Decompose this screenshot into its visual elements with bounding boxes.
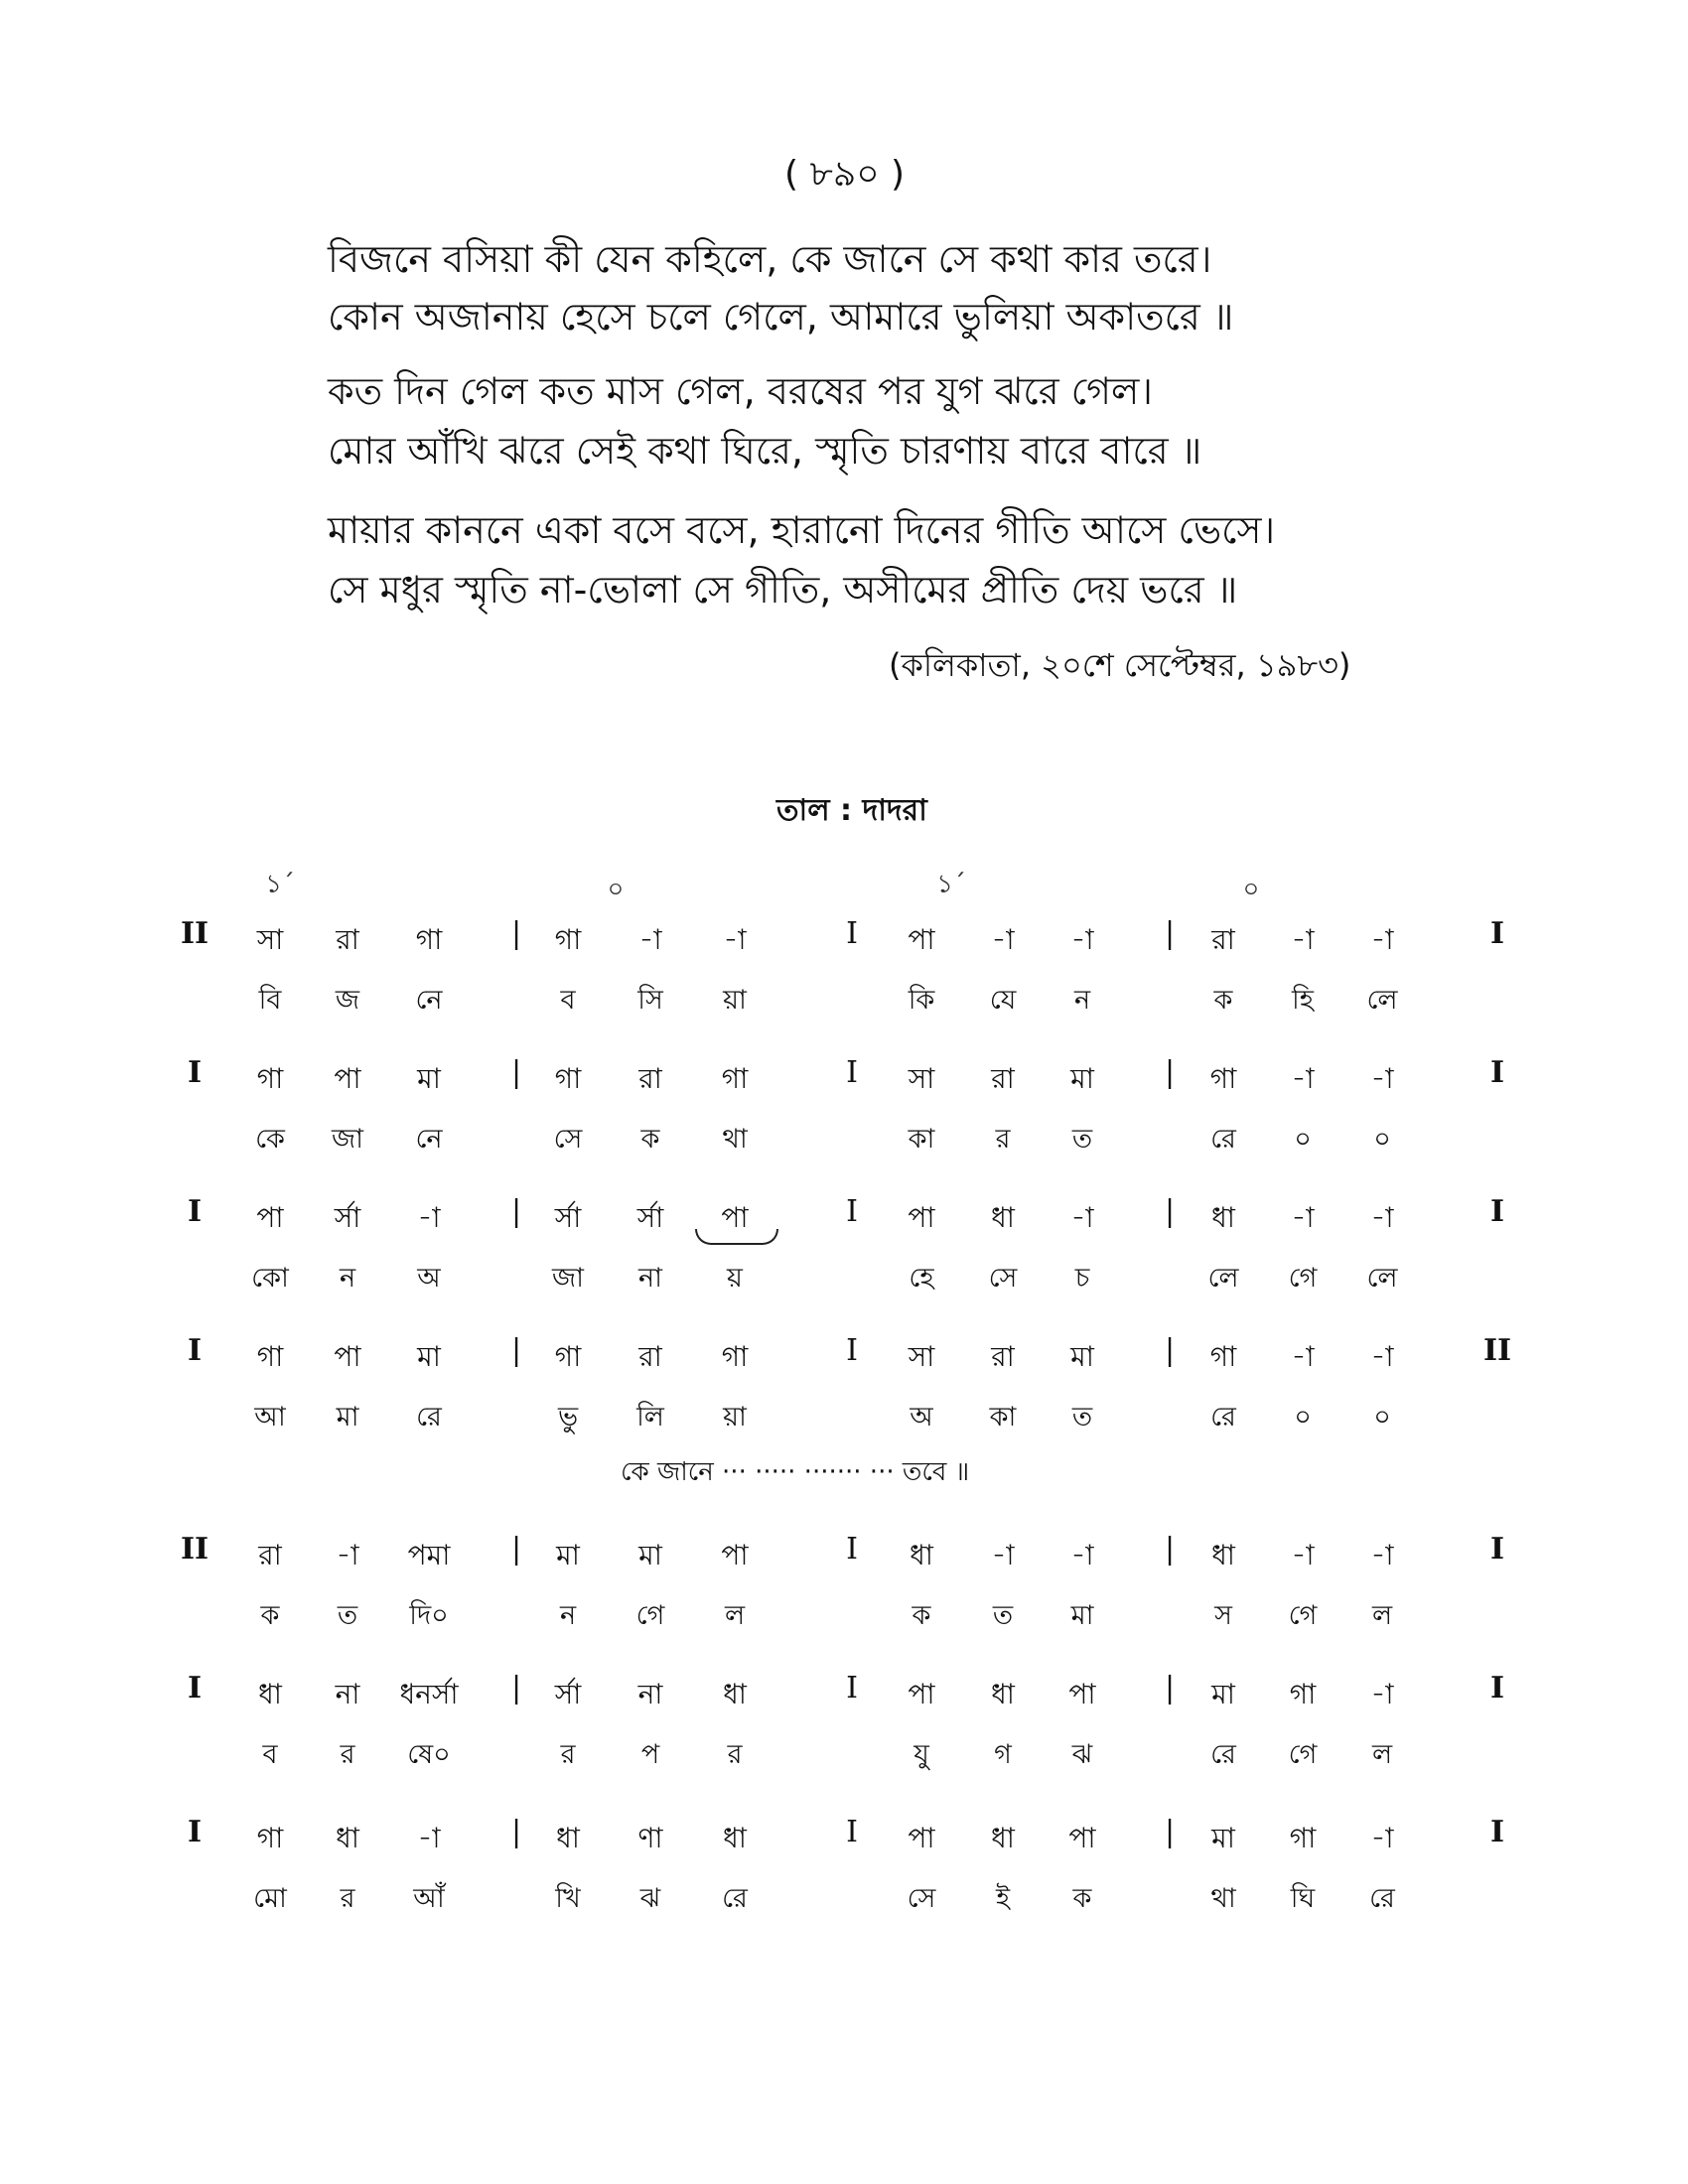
lyric-cell: ত — [1071, 1124, 1093, 1155]
swara-cell: পা — [334, 1062, 361, 1095]
lyric-cell: ল — [1371, 1600, 1393, 1631]
swara-cell: -া — [1370, 1678, 1394, 1710]
lyric-cell: যু — [914, 1739, 929, 1770]
lyric-cell: র — [727, 1739, 743, 1770]
lyric-cell: ভু — [557, 1402, 579, 1433]
swara-cell: গা — [256, 1340, 284, 1373]
row-start-bar: I — [187, 1815, 203, 1849]
swara-cell: ধা — [1211, 1539, 1235, 1571]
swara-cell: রা — [991, 1340, 1015, 1373]
lyric-cell: ০ — [1373, 1402, 1391, 1433]
lyric-cell: রে — [1369, 1883, 1395, 1914]
beat-separator: I — [846, 1815, 858, 1849]
swara-cell: গা — [415, 923, 443, 956]
verse-line-5: মায়ার কাননে একা বসে বসে, হারানো দিনের গীতি আসে ভেসে। — [328, 508, 1276, 552]
swara-cell: গা — [256, 1822, 284, 1854]
beat-separator: | — [510, 1671, 522, 1706]
swara-cell: মা — [1070, 1062, 1094, 1095]
lyric-cell: চ — [1074, 1263, 1090, 1294]
row-end-bar: I — [1489, 1671, 1505, 1706]
swara-cell: মা — [417, 1062, 441, 1095]
swara-cell: -া — [1291, 1539, 1315, 1571]
swara-cell: র্সা — [334, 1201, 361, 1234]
refrain-note: কে জানে ··· ····· ······· ··· তবে ॥ — [621, 1457, 970, 1487]
swara-cell: পা — [721, 1539, 749, 1571]
lyric-cell: রে — [416, 1402, 442, 1433]
swara-cell: ধা — [258, 1678, 282, 1710]
swara-cell: গা — [554, 1062, 582, 1095]
row-end-bar: I — [1489, 916, 1505, 951]
swara-cell: সা — [908, 1340, 935, 1373]
lyric-cell: জা — [552, 1263, 584, 1294]
lyric-cell: ঘি — [1290, 1883, 1316, 1914]
lyric-cell: র — [340, 1739, 355, 1770]
lyric-cell: ঝ — [1071, 1739, 1093, 1770]
lyric-cell: জ — [335, 985, 360, 1016]
swara-cell: -া — [1370, 1822, 1394, 1854]
lyric-cell: গে — [1288, 1739, 1318, 1770]
swara-cell: গা — [256, 1062, 284, 1095]
lyric-cell: ষে০ — [407, 1739, 451, 1770]
taal-heading: তাল : দাদরা — [776, 793, 927, 828]
swara-cell: -া — [1070, 1539, 1094, 1571]
lyric-cell: সি — [637, 985, 663, 1016]
row-end-bar: I — [1489, 1815, 1505, 1849]
lyric-cell: ন — [339, 1263, 356, 1294]
beat-separator: | — [1164, 1333, 1176, 1368]
lyric-cell: গ — [994, 1739, 1012, 1770]
lyric-cell: ক — [1072, 1883, 1092, 1914]
beat-separator: I — [846, 916, 858, 951]
lyric-cell: রে — [1210, 1402, 1236, 1433]
swara-cell: -া — [336, 1539, 359, 1571]
lyric-cell: সে — [553, 1124, 583, 1155]
row-start-bar: II — [180, 916, 210, 951]
lyric-cell: গে — [635, 1600, 665, 1631]
lyric-cell: ক — [640, 1124, 660, 1155]
verse-line-2: কোন অজানায় হেসে চলে গেলে, আমারে ভুলিয়া অকাতরে ॥ — [328, 295, 1234, 339]
swara-cell: রা — [638, 1062, 662, 1095]
swara-cell: পা — [721, 1201, 749, 1234]
lyric-cell: ন — [1073, 985, 1091, 1016]
lyric-cell: ল — [724, 1600, 746, 1631]
beat-separator: | — [1164, 1055, 1176, 1090]
beat-separator: | — [1164, 1532, 1176, 1567]
swara-cell: রা — [991, 1062, 1015, 1095]
swara-cell: ধা — [991, 1822, 1015, 1854]
swara-cell: মা — [556, 1539, 580, 1571]
lyric-cell: অ — [910, 1402, 933, 1433]
swara-cell: ধা — [991, 1201, 1015, 1234]
lyric-cell: থা — [1210, 1883, 1236, 1914]
swara-cell: পা — [256, 1201, 284, 1234]
verse-line-1: বিজনে বসিয়া কী যেন কহিলে, কে জানে সে কথা কার তরে। — [328, 237, 1212, 281]
lyric-cell: ত — [337, 1600, 358, 1631]
swara-cell: -া — [991, 1539, 1015, 1571]
lyric-cell: ল — [1371, 1739, 1393, 1770]
lyric-cell: কো — [251, 1263, 289, 1294]
swara-cell: পা — [334, 1340, 361, 1373]
swara-cell: গা — [1209, 1340, 1237, 1373]
swara-cell: মা — [1070, 1340, 1094, 1373]
swara-cell: সা — [908, 1062, 935, 1095]
beat-separator: I — [846, 1055, 858, 1090]
row-end-bar: I — [1489, 1194, 1505, 1229]
lyric-cell: য়া — [723, 985, 747, 1016]
swara-cell: রা — [638, 1340, 662, 1373]
lyric-cell: না — [638, 1263, 662, 1294]
beat-separator: | — [1164, 916, 1176, 951]
row-end-bar: I — [1489, 1532, 1505, 1567]
beat-separator: | — [510, 1815, 522, 1849]
lyric-cell: য়া — [723, 1402, 747, 1433]
lyric-cell: গে — [1288, 1600, 1318, 1631]
lyric-cell: র — [995, 1124, 1011, 1155]
verse-line-4: মোর আঁখি ঝরে সেই কথা ঘিরে, স্মৃতি চারণায় বারে বারে ॥ — [328, 429, 1202, 473]
lyric-cell: লে — [1366, 1263, 1398, 1294]
swara-cell: র্সা — [636, 1201, 664, 1234]
swara-cell: পা — [908, 1822, 935, 1854]
swara-cell: ণা — [637, 1822, 663, 1854]
swara-cell: -া — [1370, 923, 1394, 956]
lyric-cell: য় — [727, 1263, 743, 1294]
swara-cell: মা — [638, 1539, 662, 1571]
lyric-cell: খি — [555, 1883, 581, 1914]
lyric-cell: লে — [1207, 1263, 1239, 1294]
beat-separator: I — [846, 1194, 858, 1229]
lyric-cell: জা — [332, 1124, 363, 1155]
lyric-cell: কি — [908, 985, 935, 1016]
swara-cell: -া — [991, 923, 1015, 956]
lyric-cell: ঝ — [639, 1883, 661, 1914]
beat-separator: | — [510, 1532, 522, 1567]
lyric-cell: রে — [1210, 1124, 1236, 1155]
lyric-cell: হি — [1292, 985, 1314, 1016]
row-start-bar: I — [187, 1055, 203, 1090]
row-end-bar: I — [1489, 1055, 1505, 1090]
swara-cell: -া — [723, 923, 747, 956]
lyric-cell: ক — [260, 1600, 280, 1631]
lyric-cell: ০ — [1294, 1124, 1312, 1155]
lyric-cell: ব — [560, 985, 576, 1016]
swara-cell: গা — [1209, 1062, 1237, 1095]
row-start-bar: I — [187, 1671, 203, 1706]
lyric-cell: মো — [253, 1883, 287, 1914]
swara-cell: র্সা — [554, 1678, 582, 1710]
beat-separator: | — [510, 1333, 522, 1368]
lyric-cell: ক — [912, 1600, 931, 1631]
swara-cell: -া — [1070, 1201, 1094, 1234]
beat-separator: I — [846, 1671, 858, 1706]
meend-slur — [695, 1229, 778, 1245]
swara-cell: পা — [1068, 1822, 1096, 1854]
lyric-cell: ০ — [1373, 1124, 1391, 1155]
swara-cell: -া — [1291, 1201, 1315, 1234]
row-end-bar: II — [1482, 1333, 1512, 1368]
swara-cell: -া — [1370, 1340, 1394, 1373]
lyric-cell: হে — [909, 1263, 934, 1294]
beat-separator: | — [1164, 1815, 1176, 1849]
lyric-cell: সে — [988, 1263, 1018, 1294]
lyric-cell: অ — [417, 1263, 441, 1294]
swara-cell: না — [335, 1678, 360, 1710]
lyric-cell: আঁ — [413, 1883, 445, 1914]
verse-line-6: সে মধুর স্মৃতি না-ভোলা সে গীতি, অসীমের প্রীতি দেয় ভরে ॥ — [328, 568, 1238, 612]
lyric-cell: লে — [1366, 985, 1398, 1016]
lyric-cell: মা — [336, 1402, 359, 1433]
lyric-cell: র — [340, 1883, 355, 1914]
lyric-cell: নে — [415, 1124, 443, 1155]
swara-cell: -া — [1370, 1062, 1394, 1095]
swara-cell: -া — [417, 1822, 441, 1854]
lyric-cell: দি০ — [409, 1600, 449, 1631]
lyric-cell: বি — [258, 985, 282, 1016]
lyric-cell: রে — [722, 1883, 748, 1914]
swara-cell: ধা — [556, 1822, 580, 1854]
lyric-cell: কা — [989, 1402, 1017, 1433]
lyric-cell: কে — [255, 1124, 285, 1155]
lyric-cell: ব — [262, 1739, 278, 1770]
swara-cell: মা — [1211, 1678, 1235, 1710]
beat-mark-4: ০ — [1242, 875, 1260, 904]
swara-cell: মা — [417, 1340, 441, 1373]
swara-cell: -া — [1070, 923, 1094, 956]
beat-mark-2: ০ — [607, 875, 625, 904]
swara-cell: গা — [554, 1340, 582, 1373]
swara-cell: ধা — [723, 1822, 747, 1854]
swara-cell: ধা — [1211, 1201, 1235, 1234]
swara-cell: -া — [417, 1201, 441, 1234]
place-date: (কলিকাতা, ২০শে সেপ্টেম্বর, ১৯৮৩) — [889, 646, 1351, 684]
lyric-cell: নে — [415, 985, 443, 1016]
swara-cell: ধা — [723, 1678, 747, 1710]
row-start-bar: I — [187, 1333, 203, 1368]
lyric-cell: গে — [1288, 1263, 1318, 1294]
lyric-cell: রে — [1210, 1739, 1236, 1770]
lyric-cell: ন — [559, 1600, 577, 1631]
lyric-cell: ত — [1071, 1402, 1093, 1433]
row-start-bar: II — [180, 1532, 210, 1567]
lyric-cell: লি — [636, 1402, 664, 1433]
lyric-cell: স — [1214, 1600, 1232, 1631]
swara-cell: -া — [1291, 1062, 1315, 1095]
swara-cell: রা — [1211, 923, 1235, 956]
beat-separator: | — [510, 916, 522, 951]
swara-cell: সা — [256, 923, 284, 956]
swara-cell: ধা — [991, 1678, 1015, 1710]
swara-cell: মা — [1211, 1822, 1235, 1854]
swara-cell: পা — [908, 1201, 935, 1234]
lyric-cell: যে — [989, 985, 1017, 1016]
lyric-cell: থা — [722, 1124, 748, 1155]
lyric-cell: সে — [907, 1883, 936, 1914]
swara-cell: পমা — [407, 1539, 451, 1571]
swara-cell: রা — [258, 1539, 282, 1571]
beat-separator: I — [846, 1532, 858, 1567]
swara-cell: গা — [554, 923, 582, 956]
swara-cell: ধা — [336, 1822, 359, 1854]
lyric-cell: র — [560, 1739, 576, 1770]
beat-separator: | — [510, 1055, 522, 1090]
swara-cell: -া — [1370, 1201, 1394, 1234]
swara-cell: ধা — [910, 1539, 933, 1571]
lyric-cell: মা — [1070, 1600, 1094, 1631]
swara-cell: র্সা — [554, 1201, 582, 1234]
swara-cell: রা — [336, 923, 359, 956]
lyric-cell: প — [640, 1739, 660, 1770]
lyric-cell: ত — [992, 1600, 1014, 1631]
beat-separator: | — [510, 1194, 522, 1229]
swara-cell: না — [637, 1678, 663, 1710]
verse-line-3: কত দিন গেল কত মাস গেল, বরষের পর যুগ ঝরে গেল। — [328, 369, 1153, 413]
page-number: ( ৮৯০ ) — [784, 154, 906, 195]
swara-cell: পা — [908, 923, 935, 956]
beat-mark-3: ১´ — [936, 870, 966, 899]
swara-cell: গা — [1289, 1678, 1317, 1710]
beat-separator: I — [846, 1333, 858, 1368]
swara-cell: -া — [1370, 1539, 1394, 1571]
swara-cell: -া — [1291, 923, 1315, 956]
swara-cell: -া — [638, 923, 662, 956]
beat-separator: | — [1164, 1194, 1176, 1229]
lyric-cell: ই — [995, 1883, 1011, 1914]
lyric-cell: ০ — [1294, 1402, 1312, 1433]
lyric-cell: কা — [908, 1124, 935, 1155]
row-start-bar: I — [187, 1194, 203, 1229]
beat-separator: | — [1164, 1671, 1176, 1706]
swara-cell: পা — [1068, 1678, 1096, 1710]
swara-cell: ধনর্সা — [399, 1678, 459, 1710]
beat-mark-1: ১´ — [265, 870, 295, 899]
swara-cell: গা — [1289, 1822, 1317, 1854]
swara-cell: গা — [721, 1340, 749, 1373]
lyric-cell: আ — [254, 1402, 286, 1433]
swara-cell: -া — [1291, 1340, 1315, 1373]
swara-cell: পা — [908, 1678, 935, 1710]
swara-cell: গা — [721, 1062, 749, 1095]
lyric-cell: ক — [1213, 985, 1233, 1016]
